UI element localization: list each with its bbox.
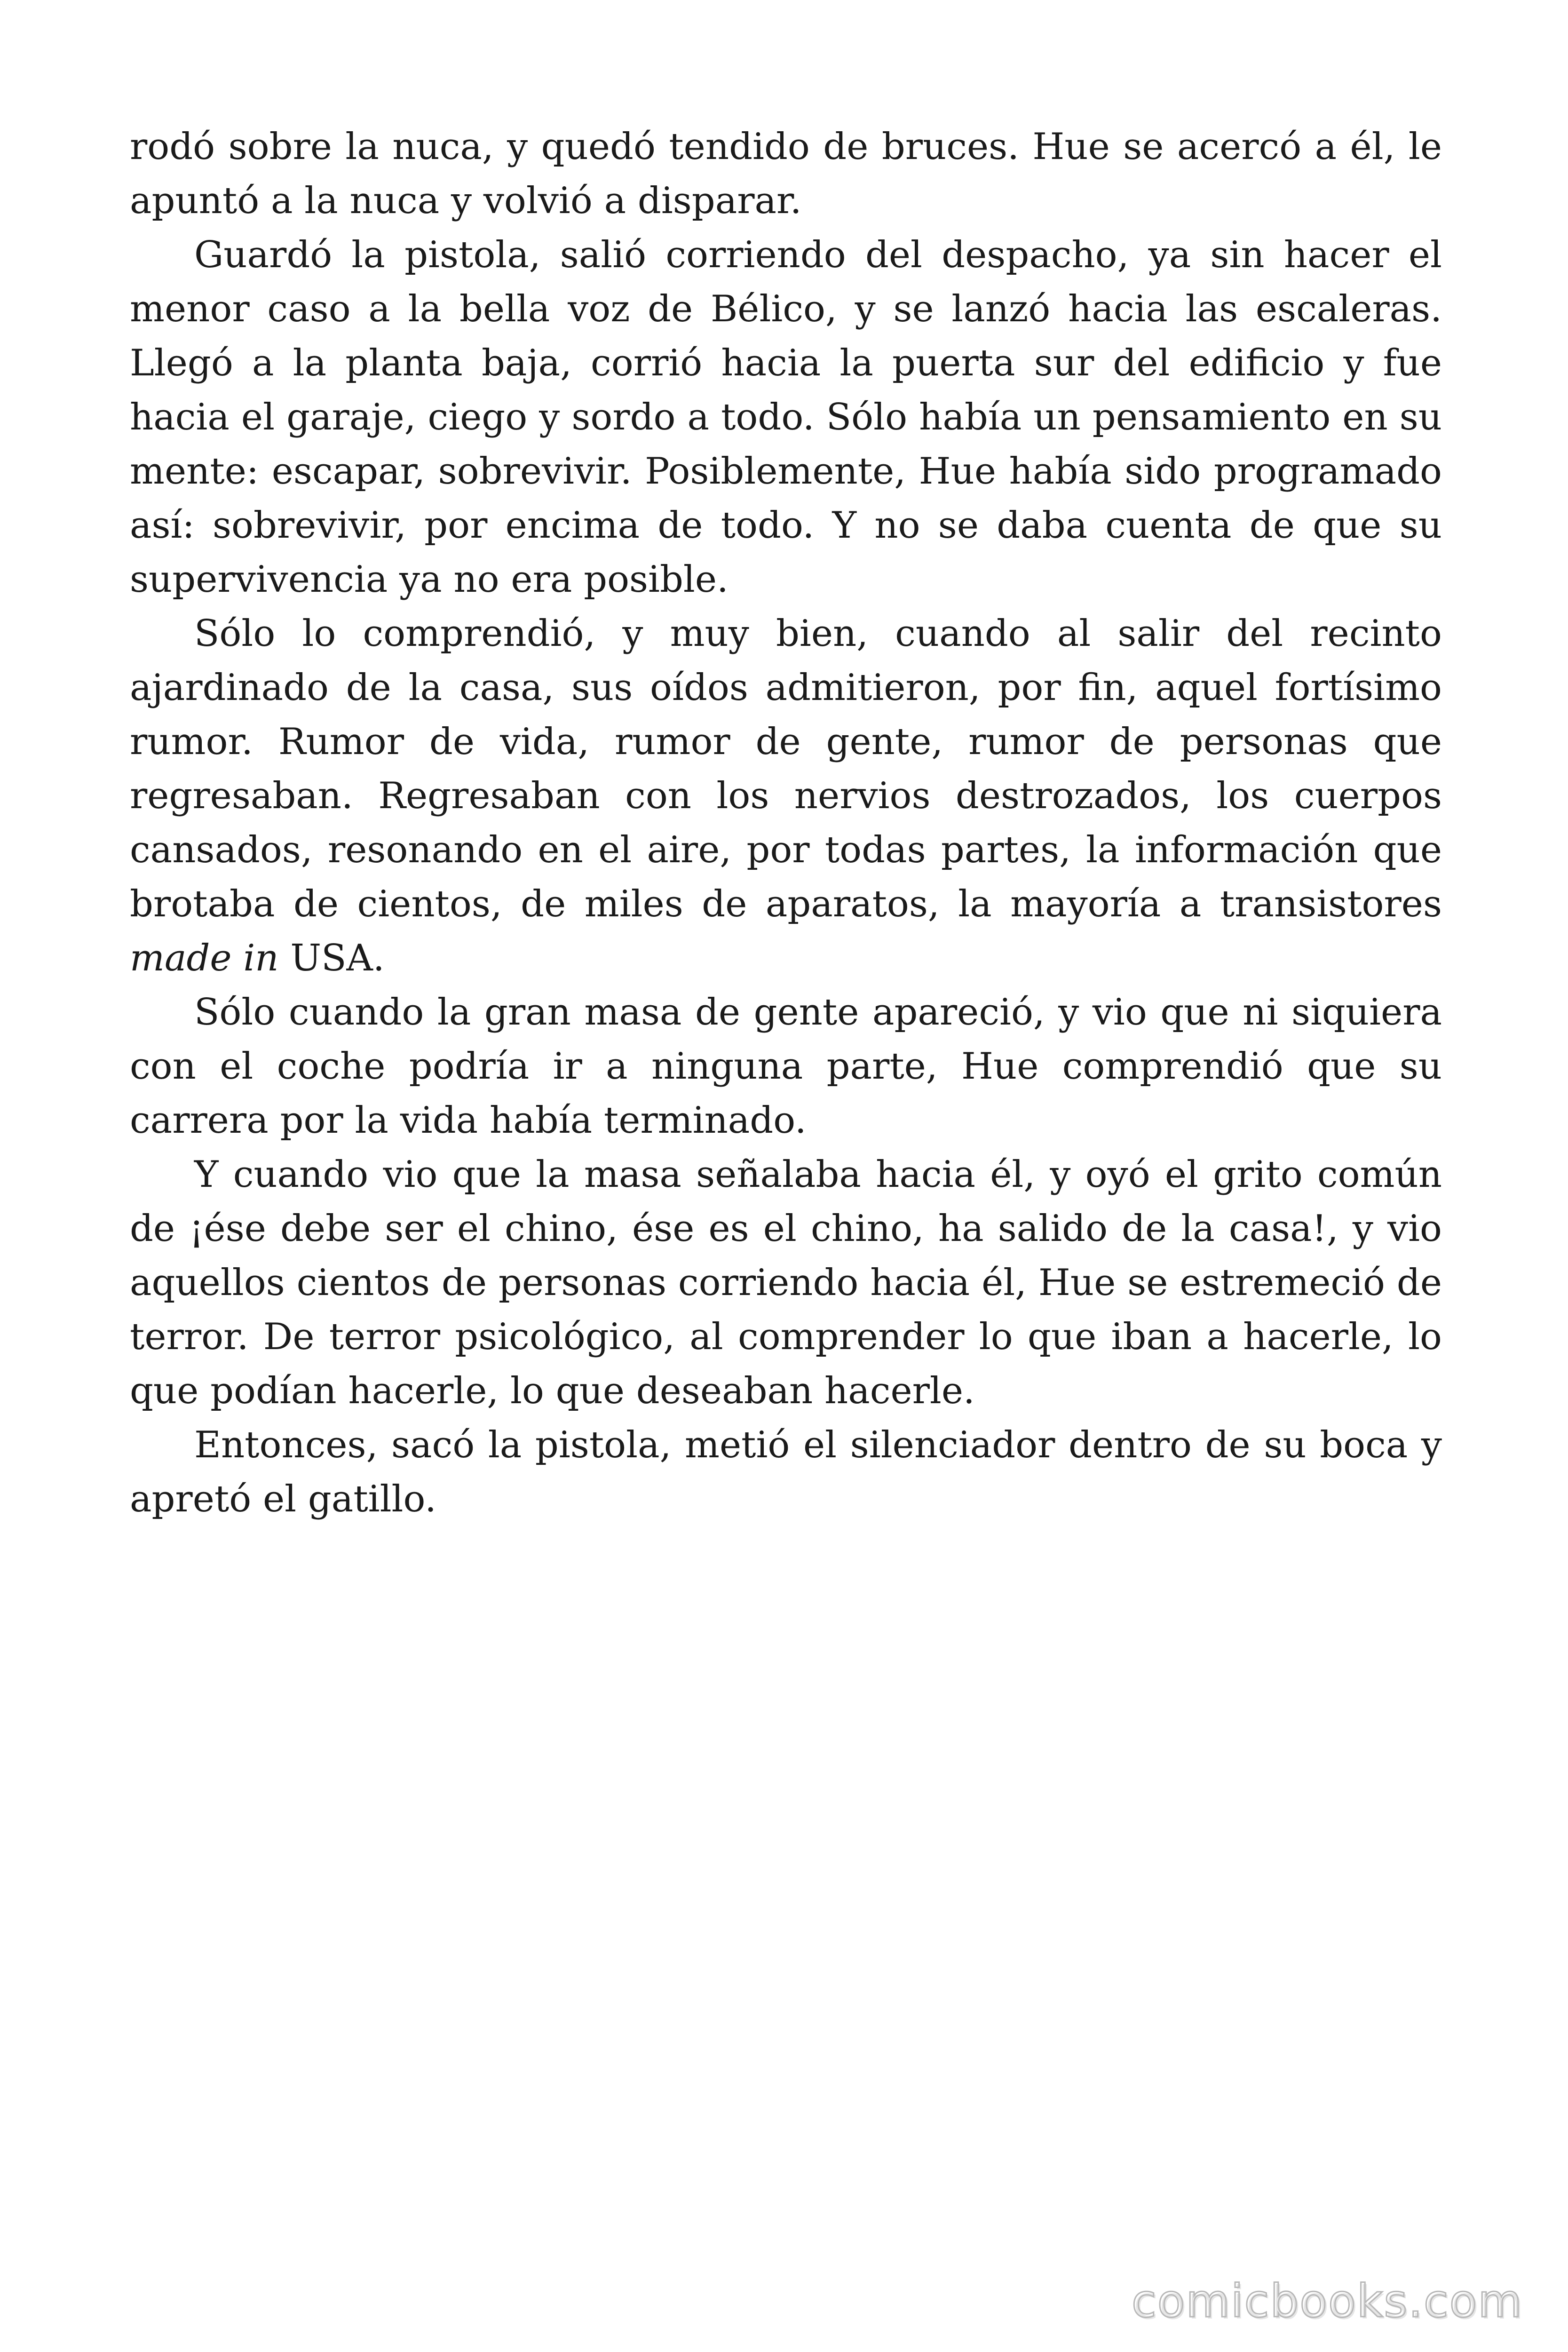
paragraph-3: Sólo lo comprendió, y muy bien, cuando al salir del recinto ajardinado de la casa, sus oídos admitieron, por fin, aquel fortísimo rumor. Rumor de vida, rumor de gente, rumor de personas que regresaban. Regresaban con los nervios destrozados, los cuerpos cansados, resonando en el aire, por todas partes, la información que brotaba de cientos, de miles de aparatos, la mayoría a transistores made in USA. (130, 612, 1442, 979)
watermark: comicbooks.com (1131, 2275, 1523, 2328)
paragraph-2: Guardó la pistola, salió corriendo del despacho, ya sin hacer el menor caso a la bella voz de Bélico, y se lanzó hacia las escaleras. Llegó a la planta baja, corrió hacia la puerta sur del edificio y fue hacia el garaje, ciego y sordo a todo. Sólo había un pensamiento en su mente: escapar, sobrevivir. Posiblemente, Hue había sido programado así: sobrevivir, por encima de todo. Y no se daba cuenta de que su supervivencia ya no era posible. (130, 234, 1442, 601)
paragraph-6: Entonces, sacó la pistola, metió el silenciador dentro de su boca y apretó el gatillo. (130, 1424, 1442, 1520)
paragraph-1: rodó sobre la nuca, y quedó tendido de bruces. Hue se acercó a él, le apuntó a la nuca y volvió a disparar. (130, 126, 1442, 222)
italic-phrase: made in (130, 937, 279, 979)
body-text (130, 120, 1442, 1526)
paragraph-4: Sólo cuando la gran masa de gente apareció, y vio que ni siquiera con el coche podría ir a ninguna parte, Hue comprendió que su carrera por la vida había terminado. (130, 991, 1442, 1142)
paragraph-5: Y cuando vio que la masa señalaba hacia él, y oyó el grito común de ¡ése debe ser el chino, ése es el chino, ha salido de la casa!, y vio aquellos cientos de personas corriendo hacia él, Hue se estremeció de terror. De terror psicológico, al comprender lo que iban a hacerle, lo que podían hacerle, lo que deseaban hacerle. (130, 1153, 1442, 1412)
